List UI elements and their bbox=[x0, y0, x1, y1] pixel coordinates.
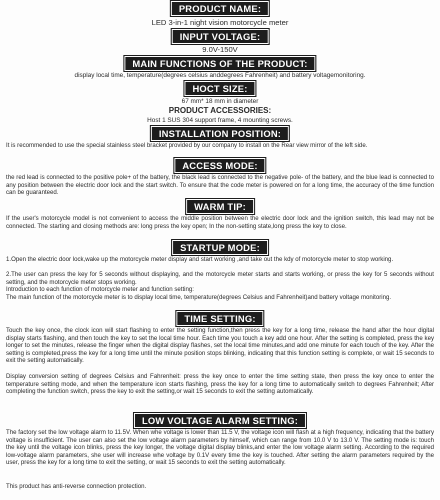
installation-header: INSTALLATION POSITION: bbox=[151, 126, 289, 141]
hoct-size-header: HOCT SIZE: bbox=[184, 81, 255, 96]
warm-tip-text: If the user's motorcycle model is not convenient to access the middle position between the electric door lock and the ignition switch, this lead may not be connected. The starting and closing methods are: long press the key open; In the non-setting state,long press the key to close. bbox=[6, 215, 434, 230]
input-voltage-text: 9.0V-150V bbox=[202, 45, 238, 54]
product-name-header: PRODUCT NAME: bbox=[171, 1, 269, 16]
access-mode-text: the red lead is connected to the positive pole+ of the battery, the black lead is connected to the negative pole- of the battery, and the blue lead is connected to any position between the electric door lock and the start switch. To ensure that the code meter is powered on for a long time, the accuracy of the time function can be guaranteed. bbox=[6, 174, 434, 197]
access-mode-header: ACCESS MODE: bbox=[174, 158, 265, 173]
main-functions-header: MAIN FUNCTIONS OF THE PRODUCT: bbox=[124, 56, 315, 71]
startup-line-2: 2.The user can press the key for 5 seconds without displaying, and the motorcycle meter starts and starts working, or press the key for 5 seconds without setting, and the motorcycle meter stops working. bbox=[6, 271, 434, 286]
startup-mode-header: STARTUP MODE: bbox=[172, 240, 268, 255]
startup-line-3: Introduction to each function of motorcycle meter and function setting: bbox=[6, 286, 194, 293]
accessories-title: PRODUCT ACCESSORIES: bbox=[168, 106, 272, 115]
low-voltage-header: LOW VOLTAGE ALARM SETTING: bbox=[134, 413, 306, 428]
time-setting-paragraph-1: Touch the key once, the clock icon will start flashing to enter the setting function,then press the key for a long time, release the hand after the hour digital display starts flashing, and then touch the key to set the local time hour. Each time you touch a key add one hour. After the setting is completed, press the key longer to set the minutes, release the finger when the digital display flashes, set the local time minutes,and add one minute for each touch of the key. After the setting is completed,press the key for a long time until the minute position stops blinking, indicating that this function setting is complete, or wait 15 seconds to exit the setting automatically. bbox=[6, 327, 434, 365]
footer-note: This product has anti-reverse connection protection. bbox=[6, 483, 147, 490]
time-setting-paragraph-2: Display conversion setting of degrees Celsius and Fahrenheit: press the key once to enter the time setting state, then press the key once to enter the temperature setting mode, and when the temperature icon starts flashing, press the key for a long time to automatically switch to degrees Fahrenheit; After completing the function switch, press the key to exit the setting,or wait 15 seconds to exit the setting automatically. bbox=[6, 373, 434, 396]
warm-tip-header: WARM TIP: bbox=[186, 199, 254, 214]
input-voltage-header: INPUT VOLTAGE: bbox=[172, 29, 269, 44]
time-setting-header: TIME SETTING: bbox=[176, 311, 263, 326]
product-name-text: LED 3-in-1 night vision motorcycle meter bbox=[151, 18, 289, 27]
startup-line-1: 1.Open the electric door lock,wake up the motorcycle meter display and start working ,and take out the kdy of motorcycle meter to stop working. bbox=[6, 256, 394, 263]
hoct-size-text: 67 mm* 18 mm in diameter bbox=[181, 98, 259, 105]
installation-text: It is recommended to use the special stainless steel bracket provided by our company to install on the Rear view mirror of the left side. bbox=[6, 142, 368, 149]
startup-line-4: The main function of the motorcycle meter is to display local time, temperature(degrees Celsius and Fahrenheit)and battery voltage monitoring. bbox=[6, 294, 392, 301]
accessories-text: Host 1 SUS 304 support frame, 4 mounting screws. bbox=[147, 117, 293, 124]
main-functions-text: display local time, temperature(degrees celsius anddegrees Fahrenheit) and battery voltagemonitoring. bbox=[74, 72, 366, 79]
low-voltage-text: The factory set the low voltage alarm to 11.5V. When whe voltage is lower than 11.5 V, the voltage icon will flash at a high frequency, indicating that the battery voltage is insufficient. The user can also set the low voltage alarm parameters by himself, which can range from 10.0 V to 13.0 V. The setting mode is: touch the key until the voltage icon blinks, press the key longer, the voltage digital display blinks,and enter the low voltage alarm setting. According to the required low-voltage alarm parameters, she user will increase whe voltage by 0.1V every time the key is touched. After setting the alarm parameters required by the user, press the key for a long time to exit the setting, or wait 15 seconds to exit the setting automatically. bbox=[6, 429, 434, 467]
